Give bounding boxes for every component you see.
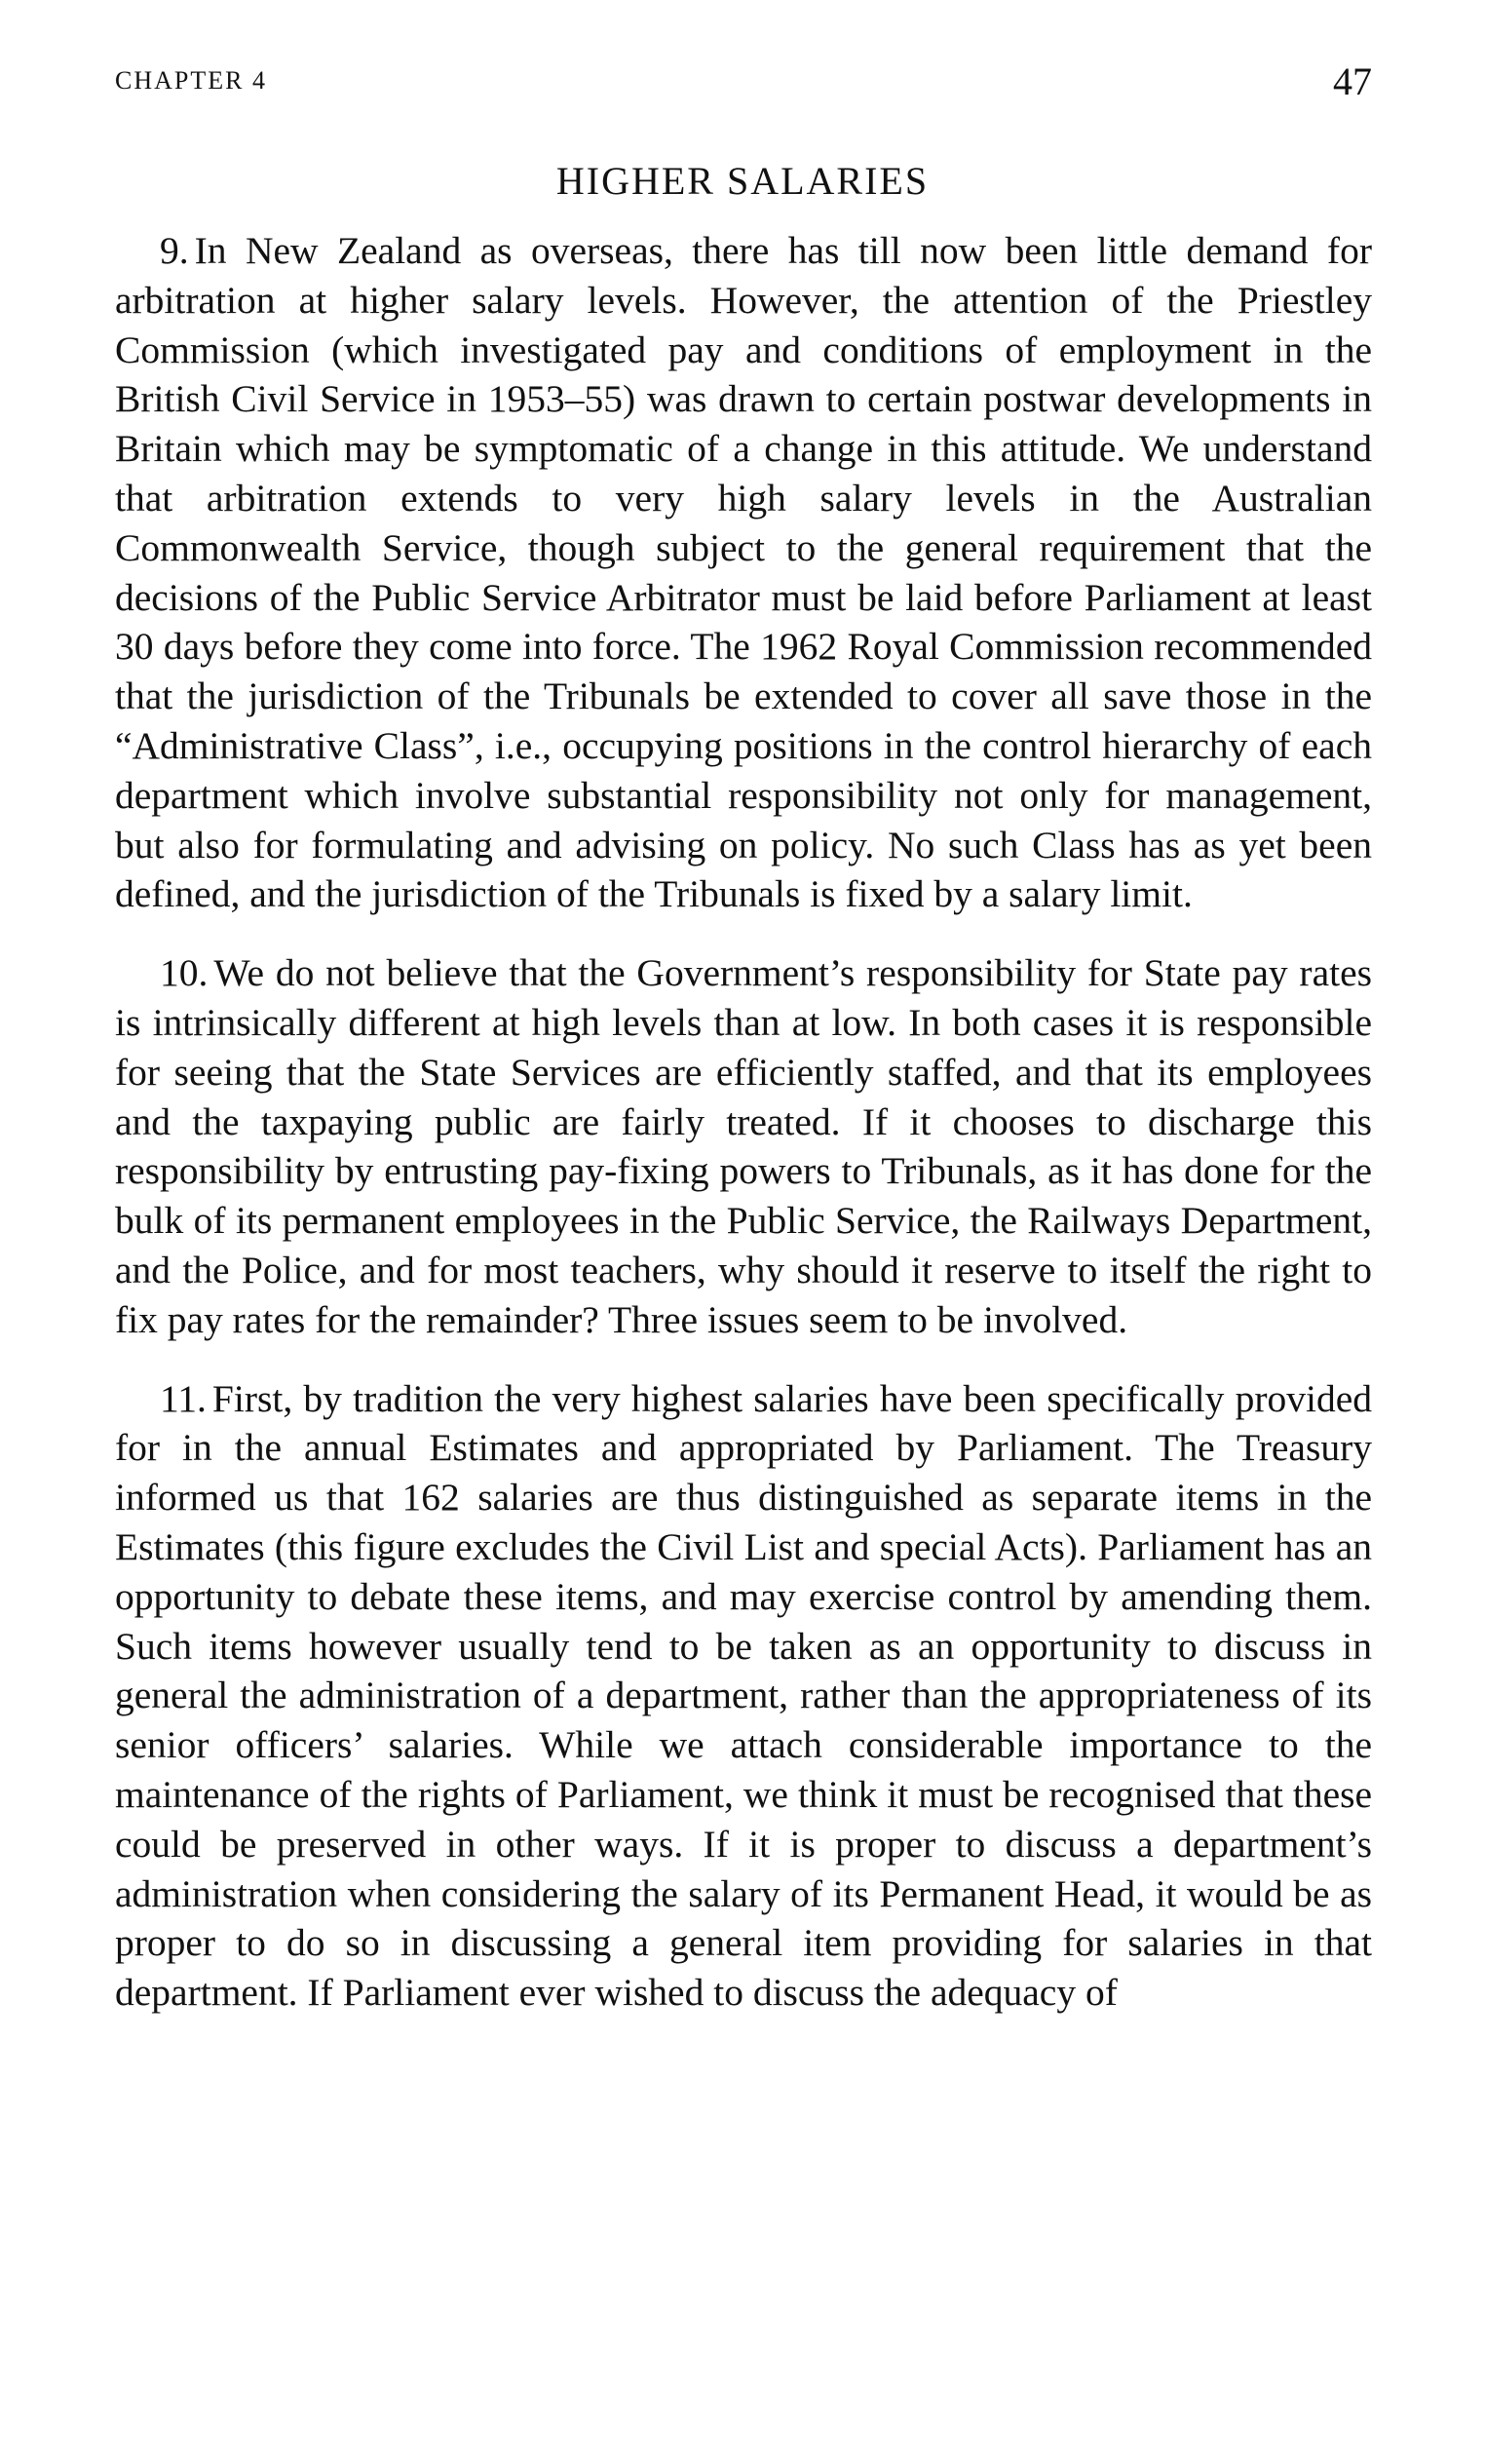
running-head	[115, 58, 1372, 117]
chapter-label: CHAPTER 4	[115, 66, 267, 95]
section-title: HIGHER SALARIES	[555, 159, 930, 203]
body-text	[115, 226, 1372, 2047]
paragraph-number: 11.	[160, 1376, 207, 1420]
paragraph-11	[115, 1374, 1372, 2018]
paragraph-number: 9.	[160, 229, 189, 272]
paragraph-9	[115, 226, 1372, 919]
paragraph-10	[115, 948, 1372, 1344]
paragraph-text: In New Zealand as overseas, there has till now been little demand for arbitration at higher salary levels. However, the attention of the Priestley Commission (which investigated pay and conditions of employment in the British Civil Service in 1953–55) was drawn to certain postwar developments in Britain which may be symptomatic of a change in this attitude. We understand that arbitration extends to very high salary levels in the Australian Commonwealth Service, though subject to the general requirement that the decisions of the Public Service Arbitrator must be laid before Parliament at least 30 days before they come into force. The 1962 Royal Commission recommended that the jurisdiction of the Tribunals be extended to cover all save those in the “Administrative Class”, i.e., occupying positions in the control hierarchy of each department which involve substantial responsibility not only for management, but also for formulating and advising on policy. No such Class has as yet been defined, and the jurisdiction of the Tribunals is fixed by a salary limit.	[115, 229, 1372, 916]
paragraph-text: We do not believe that the Government’s responsibility for State pay rates is intrinsically different at high levels than at low. In both cases it is responsible for seeing that the State Services are efficiently staffed, and that its employees and the taxpaying public are fairly treated. If it chooses to discharge this responsibility by entrusting pay-fixing powers to Tribunals, as it has done for the bulk of its permanent employees in the Public Service, the Railways Department, and the Police, and for most teachers, why should it reserve to itself the right to fix pay rates for the remainder? Three issues seem to be involved.	[115, 951, 1372, 1341]
paragraph-text: First, by tradition the very highest salaries have been specifically provided for in the annual Estimates and appropriated by Parliament. The Treasury informed us that 162 salaries are thus distinguished as separate items in the Estimates (this figure excludes the Civil List and special Acts). Parliament has an opportunity to debate these items, and may exercise control by amending them. Such items however usually tend to be taken as an opportunity to discuss in general the administration of a department, rather than the appropriateness of its senior officers’ salaries. While we attach considerable importance to the maintenance of the rights of Parliament, we think it must be recognised that these could be preserved in other ways. If it is proper to discuss a department’s administration when considering the salary of its Permanent Head, it would be as proper to do so in discussing a general item providing for salaries in that department. If Parliament ever wished to discuss the adequacy of	[115, 1376, 1372, 2015]
paragraph-number: 10.	[160, 951, 209, 995]
page-number: 47	[1333, 59, 1372, 103]
